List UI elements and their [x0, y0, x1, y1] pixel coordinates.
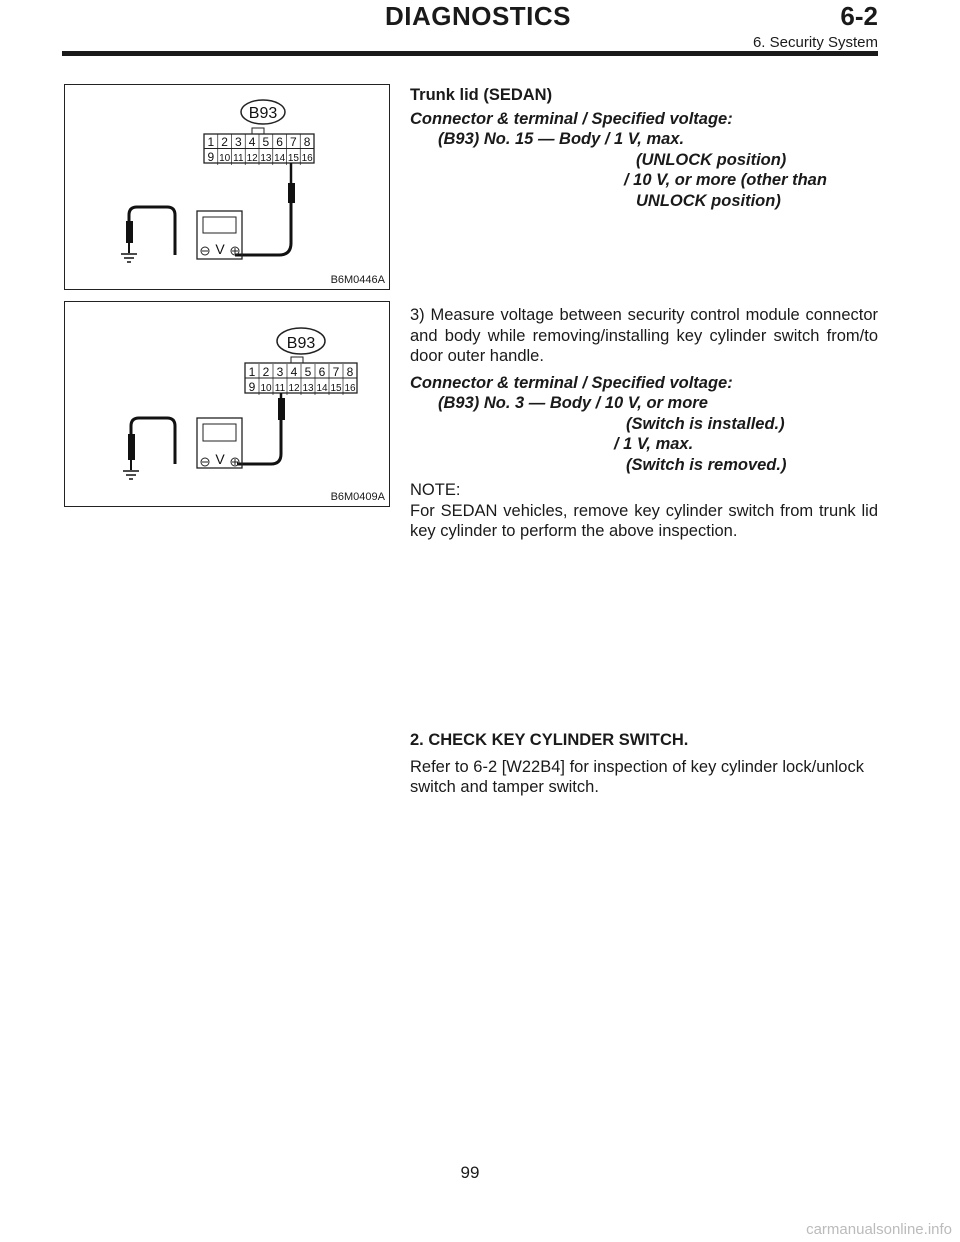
spec-line-2: (UNLOCK position) — [636, 150, 787, 169]
terminal-1: 1 — [248, 365, 256, 379]
figure-key-cylinder-voltage — [64, 301, 390, 507]
trunk-lid-heading: Trunk lid (SEDAN) — [410, 86, 553, 104]
terminal-9: 9 — [207, 150, 215, 164]
terminal-8: 8 — [303, 135, 311, 149]
ground-symbol — [123, 471, 139, 479]
terminal-11: 11 — [233, 153, 244, 164]
spec-line-1: (B93) No. 15 — Body / 1 V, max. — [438, 130, 685, 148]
svg-text:V: V — [215, 241, 225, 257]
figure-code: B6M0446A — [330, 274, 385, 286]
voltmeter — [197, 211, 242, 259]
connector-b93 — [245, 357, 357, 395]
terminal-4: 4 — [248, 135, 256, 149]
terminal-6: 6 — [276, 135, 283, 149]
terminal-7: 7 — [290, 135, 297, 149]
check-2-heading: 2. CHECK KEY CYLINDER SWITCH. — [410, 731, 689, 749]
wiring-diagram-2 — [65, 302, 389, 506]
header-subtitle: 6. Security System — [752, 34, 878, 51]
ground-symbol — [121, 254, 137, 262]
section-number: 6-2 — [840, 1, 878, 31]
terminal-3: 3 — [235, 135, 242, 149]
terminal-14: 14 — [316, 383, 328, 394]
terminal-6: 6 — [318, 365, 326, 379]
step-3-paragraph: 3) Measure voltage between security control module connector and body while removing/installing key cylinder switch from/to door outer handle. — [410, 306, 878, 365]
terminal-4: 4 — [290, 365, 298, 379]
connector-label: B93 — [286, 335, 316, 352]
check-2-section — [410, 730, 878, 798]
spec-line-2: (Switch is installed.) — [626, 414, 785, 433]
terminal-8: 8 — [346, 365, 354, 379]
terminal-11: 11 — [274, 383, 286, 394]
figure-code: B6M0409A — [330, 491, 385, 503]
connector-b93 — [204, 128, 314, 165]
watermark: carmanualsonline.info — [806, 1221, 952, 1238]
check-2-text: Refer to 6-2 [W22B4] for inspection of key cylinder lock/unlock switch and tamper switch. — [410, 757, 864, 796]
spec-line-4: UNLOCK position) — [636, 191, 781, 210]
terminal-14: 14 — [274, 153, 286, 164]
spec-line-3: / 10 V, or more (other than — [624, 171, 827, 189]
spec-line-4: (Switch is removed.) — [626, 455, 787, 474]
terminal-15: 15 — [330, 383, 342, 394]
terminal-5: 5 — [304, 365, 312, 379]
svg-text:V: V — [215, 451, 225, 467]
terminal-15: 15 — [287, 153, 299, 164]
terminal-10: 10 — [219, 153, 231, 164]
terminal-2: 2 — [262, 365, 270, 379]
trunk-lid-section — [410, 85, 878, 211]
page-number: 99 — [460, 1163, 480, 1182]
terminal-16: 16 — [344, 383, 356, 394]
connector-label: B93 — [248, 105, 278, 122]
spec-line-3: / 1 V, max. — [614, 435, 694, 453]
terminal-12: 12 — [288, 383, 300, 394]
terminal-1: 1 — [207, 135, 215, 149]
terminal-5: 5 — [262, 135, 270, 149]
spec-label: Connector & terminal / Specified voltage: — [410, 109, 733, 128]
terminal-7: 7 — [332, 365, 340, 379]
terminal-10: 10 — [260, 383, 272, 394]
terminal-3: 3 — [276, 365, 284, 379]
voltmeter — [197, 418, 242, 468]
header-rule — [62, 51, 878, 56]
terminal-16: 16 — [301, 153, 313, 164]
spec-line-1: (B93) No. 3 — Body / 10 V, or more — [438, 394, 708, 412]
note-label: NOTE: — [410, 481, 461, 499]
terminal-13: 13 — [260, 153, 272, 164]
terminal-9: 9 — [248, 380, 256, 394]
terminal-13: 13 — [302, 383, 314, 394]
spec-label: Connector & terminal / Specified voltage: — [410, 373, 733, 392]
note-text: For SEDAN vehicles, remove key cylinder switch from trunk lid key cylinder to perform the above inspection. — [410, 501, 878, 540]
header-title: DIAGNOSTICS — [384, 1, 572, 31]
terminal-12: 12 — [246, 153, 258, 164]
step-3-section — [410, 305, 878, 542]
figure-trunk-lid-voltage — [64, 84, 390, 290]
terminal-2: 2 — [221, 135, 228, 149]
wiring-diagram-1 — [65, 85, 389, 289]
